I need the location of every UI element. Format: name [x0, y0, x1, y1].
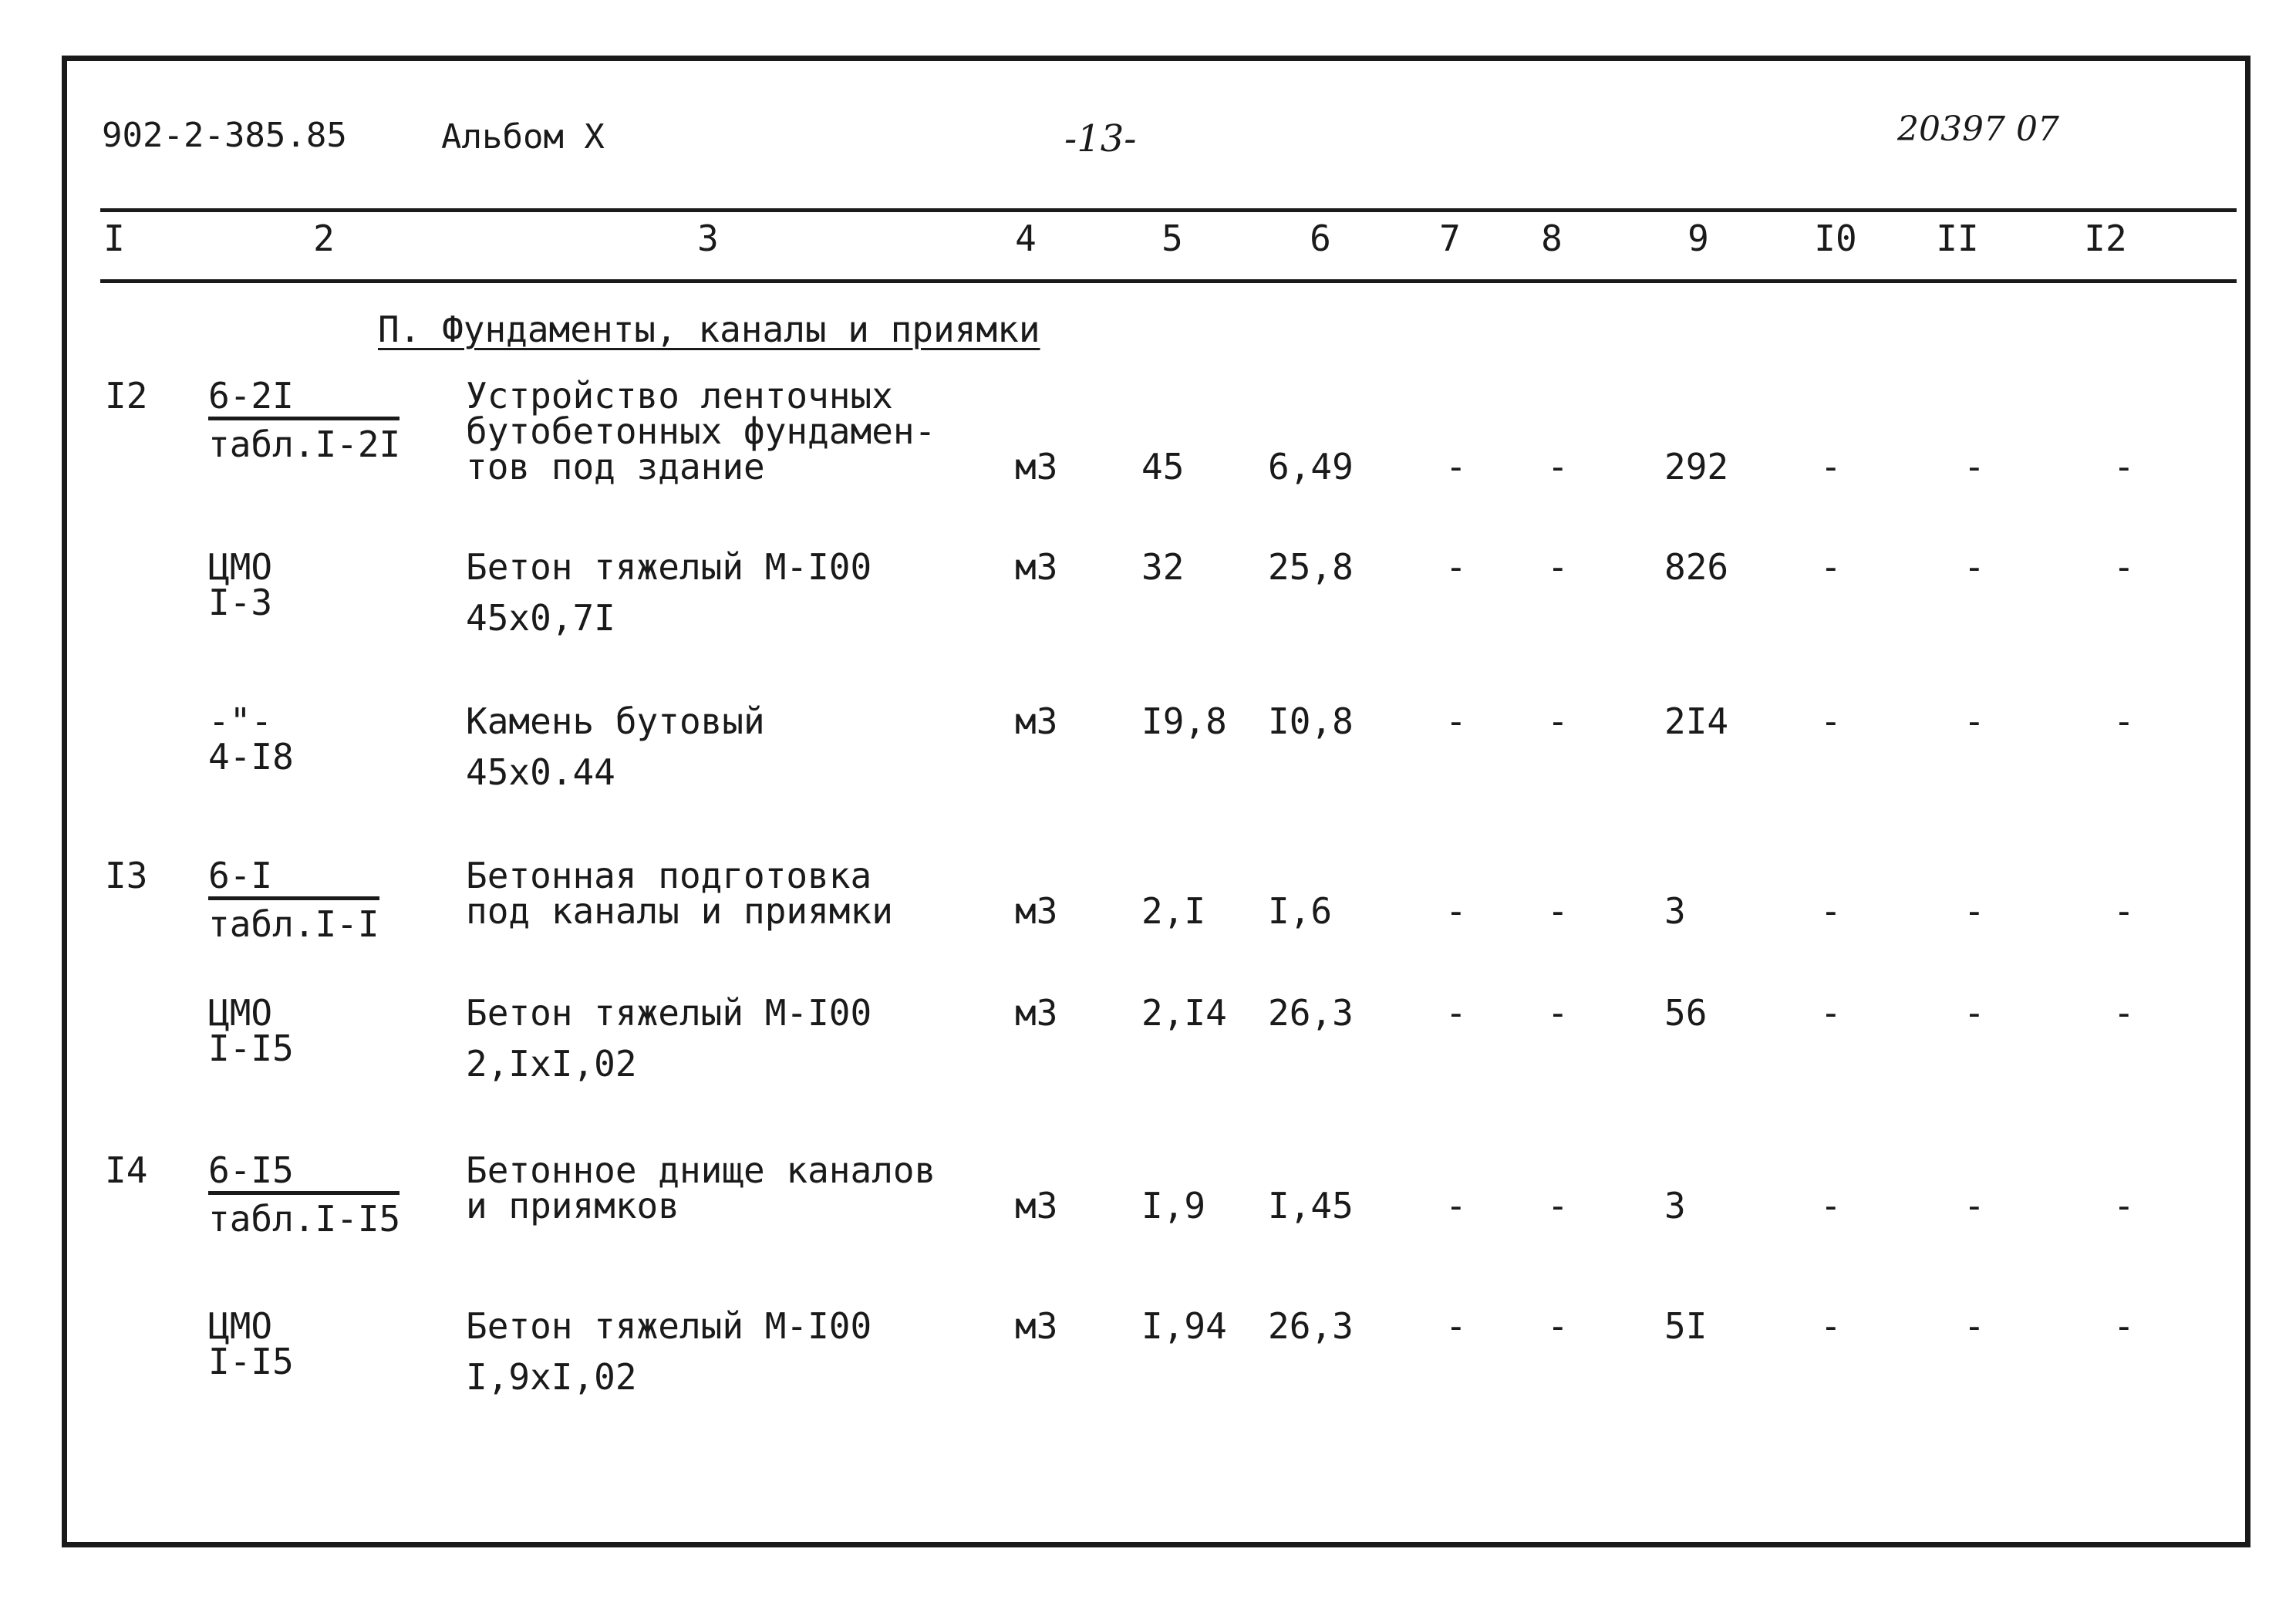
work-description	[466, 992, 872, 1085]
value-c7: -	[1445, 446, 1467, 488]
value-c7: -	[1445, 546, 1467, 588]
norm-code	[208, 700, 294, 778]
value-c7: -	[1445, 992, 1467, 1034]
value-c12: -	[2113, 890, 2135, 932]
value-c7: -	[1445, 890, 1467, 932]
row-number: I4	[105, 1149, 148, 1191]
column-number-2: 2	[313, 218, 335, 259]
value-c7: -	[1445, 1185, 1467, 1227]
value-c11: -	[1964, 446, 1985, 488]
column-number-12: I2	[2084, 218, 2127, 259]
quantity-formula: I,9xI,02	[466, 1356, 637, 1398]
norm-code-top: -"-	[208, 700, 273, 742]
norm-code	[208, 375, 401, 468]
norm-code	[208, 855, 379, 948]
norm-code-bottom: I-I5	[208, 1341, 294, 1382]
norm-code-bottom: I-3	[208, 582, 273, 623]
value-c10: -	[1820, 546, 1842, 588]
norm-code	[208, 992, 294, 1069]
norm-code-top: ЦМО	[208, 992, 273, 1034]
value-c8: -	[1547, 890, 1569, 932]
value-c11: -	[1964, 700, 1985, 742]
work-description	[466, 700, 765, 793]
work-description	[466, 1305, 872, 1398]
column-number-3: 3	[697, 218, 719, 259]
value-c5: 2,I	[1141, 890, 1206, 932]
value-c6: 25,8	[1268, 546, 1354, 588]
column-number-4: 4	[1015, 218, 1037, 259]
norm-code-bottom: 4-I8	[208, 736, 294, 778]
value-c9: 3	[1664, 890, 1686, 932]
norm-code-bottom: I-I5	[208, 1028, 294, 1069]
column-number-1: I	[103, 218, 125, 259]
value-c5: I,94	[1141, 1305, 1227, 1347]
value-c12: -	[2113, 1305, 2135, 1347]
value-c6: I,45	[1268, 1185, 1354, 1227]
doc-code: 902-2-385.85	[102, 116, 347, 155]
value-c5: 32	[1141, 546, 1185, 588]
value-c6: 26,3	[1268, 992, 1354, 1034]
unit: м3	[1015, 546, 1058, 588]
value-c9: 3	[1664, 1185, 1686, 1227]
description-line: Камень бутовый	[466, 700, 765, 742]
description-line: тов под здание	[466, 446, 765, 488]
header-rule-top	[100, 208, 2237, 212]
norm-code	[208, 546, 273, 623]
value-c7: -	[1445, 1305, 1467, 1347]
description-line: Устройство ленточных	[466, 375, 893, 417]
norm-code-bottom: табл.I-2I	[208, 423, 401, 465]
description-line: Бетонное днище каналов	[466, 1149, 936, 1191]
value-c6: 6,49	[1268, 446, 1354, 488]
inventory-stamp: 20397 07	[1897, 110, 2059, 149]
norm-code-top: ЦМО	[208, 1305, 273, 1347]
value-c5: I,9	[1141, 1185, 1206, 1227]
norm-code	[208, 1305, 294, 1382]
value-c9: 826	[1664, 546, 1729, 588]
value-c9: 5I	[1664, 1305, 1708, 1347]
unit: м3	[1015, 1305, 1058, 1347]
norm-code-bottom: табл.I-I5	[208, 1198, 401, 1240]
column-number-11: II	[1936, 218, 1979, 259]
description-line: бутобетонных фундамен-	[466, 410, 936, 452]
value-c8: -	[1547, 992, 1569, 1034]
value-c8: -	[1547, 1305, 1569, 1347]
unit: м3	[1015, 700, 1058, 742]
value-c10: -	[1820, 1305, 1842, 1347]
value-c10: -	[1820, 446, 1842, 488]
value-c5: I9,8	[1141, 700, 1227, 742]
norm-code-top: 6-2I	[208, 378, 400, 420]
work-description	[466, 1149, 936, 1227]
header-rule-bottom	[100, 279, 2237, 283]
unit: м3	[1015, 1185, 1058, 1227]
value-c10: -	[1820, 992, 1842, 1034]
norm-code-top: 6-I5	[208, 1152, 400, 1195]
quantity-formula: 45x0,7I	[466, 597, 615, 639]
value-c10: -	[1820, 700, 1842, 742]
value-c5: 45	[1141, 446, 1185, 488]
value-c11: -	[1964, 890, 1985, 932]
description-line: Бетон тяжелый М-I00	[466, 992, 872, 1034]
value-c7: -	[1445, 700, 1467, 742]
value-c8: -	[1547, 700, 1569, 742]
column-number-7: 7	[1439, 218, 1461, 259]
quantity-formula: 2,IxI,02	[466, 1043, 637, 1085]
norm-code	[208, 1149, 401, 1243]
value-c9: 292	[1664, 446, 1729, 488]
value-c12: -	[2113, 992, 2135, 1034]
value-c11: -	[1964, 546, 1985, 588]
value-c9: 2I4	[1664, 700, 1729, 742]
quantity-formula: 45x0.44	[466, 751, 615, 793]
value-c8: -	[1547, 546, 1569, 588]
row-number: I2	[105, 375, 148, 417]
value-c8: -	[1547, 446, 1569, 488]
value-c12: -	[2113, 700, 2135, 742]
value-c11: -	[1964, 1305, 1985, 1347]
column-number-8: 8	[1541, 218, 1563, 259]
norm-code-top: ЦМО	[208, 546, 273, 588]
value-c9: 56	[1664, 992, 1708, 1034]
description-line: Бетон тяжелый М-I00	[466, 1305, 872, 1347]
norm-code-top: 6-I	[208, 858, 379, 900]
column-number-10: I0	[1814, 218, 1857, 259]
section-title-text: П. Фундаменты, каналы и приямки	[378, 309, 1040, 350]
value-c11: -	[1964, 992, 1985, 1034]
value-c12: -	[2113, 546, 2135, 588]
description-line: под каналы и приямки	[466, 890, 893, 932]
value-c12: -	[2113, 1185, 2135, 1227]
description-line: и приямков	[466, 1185, 679, 1227]
section-title	[378, 309, 1040, 350]
value-c12: -	[2113, 446, 2135, 488]
column-number-6: 6	[1310, 218, 1331, 259]
value-c6: I,6	[1268, 890, 1333, 932]
column-number-5: 5	[1161, 218, 1183, 259]
value-c5: 2,I4	[1141, 992, 1227, 1034]
value-c11: -	[1964, 1185, 1985, 1227]
unit: м3	[1015, 890, 1058, 932]
page-number: -13-	[1064, 117, 1137, 160]
value-c10: -	[1820, 1185, 1842, 1227]
column-number-9: 9	[1687, 218, 1709, 259]
unit: м3	[1015, 992, 1058, 1034]
description-line: Бетонная подготовка	[466, 855, 872, 896]
unit: м3	[1015, 446, 1058, 488]
work-description	[466, 375, 936, 488]
value-c10: -	[1820, 890, 1842, 932]
value-c6: I0,8	[1268, 700, 1354, 742]
norm-code-bottom: табл.I-I	[208, 903, 379, 945]
album-label: Альбом Х	[441, 117, 605, 157]
description-line: Бетон тяжелый М-I00	[466, 546, 872, 588]
work-description	[466, 855, 893, 932]
value-c8: -	[1547, 1185, 1569, 1227]
work-description	[466, 546, 872, 639]
row-number: I3	[105, 855, 148, 896]
value-c6: 26,3	[1268, 1305, 1354, 1347]
